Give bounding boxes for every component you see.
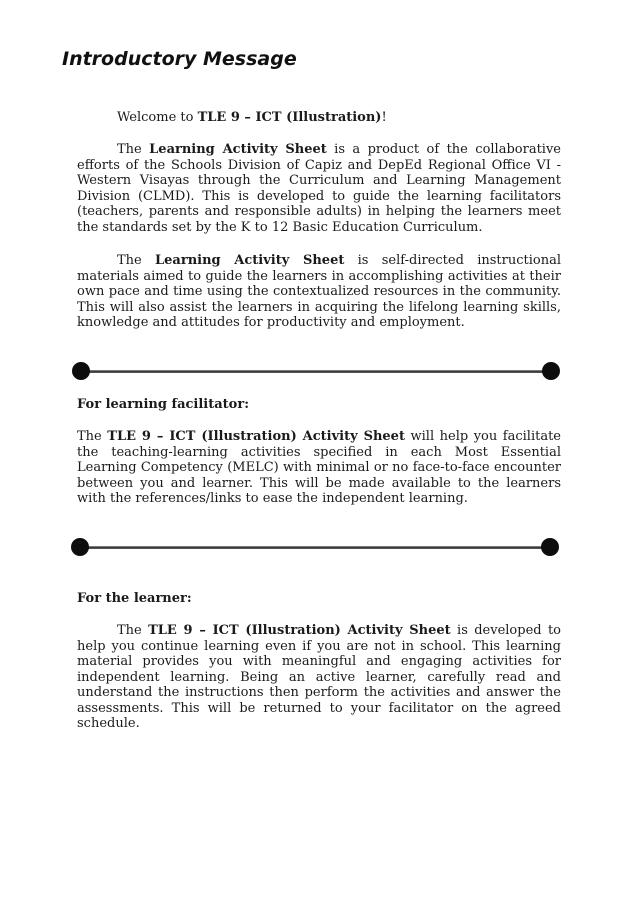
divider-dot-right (541, 538, 559, 556)
para1-bold: Learning Activity Sheet (149, 142, 327, 157)
welcome-prefix: Welcome to (117, 110, 198, 125)
learner-heading: For the learner: (77, 591, 192, 606)
para2-text: is self-directed instructional materials aimed to guide the learners in accomplishing activities at their own pace and time using the contextualized resources in the community. This will also assist the learners in acquiring the lifelong learning skills, knowledge and attitudes for productivity and employment. (77, 253, 561, 330)
divider-dot-left (72, 362, 90, 380)
learner-paragraph (77, 623, 561, 732)
welcome-line (117, 110, 567, 126)
divider-line (80, 370, 552, 373)
section-divider-2 (71, 538, 559, 558)
para1-pre: The (117, 142, 150, 157)
divider-line (79, 546, 551, 549)
facilitator-heading: For learning facilitator: (77, 397, 250, 412)
welcome-suffix: ! (381, 110, 387, 125)
facilitator-pre: The (77, 429, 108, 444)
facilitator-text: will help you facilitate the teaching-learning activities specified in each Most Essential Learning Competency (MELC) with minimal or no face-to-face encounter between you and learner. This will be made available to the learners with the references/links to ease the independent learning. (77, 429, 561, 506)
para2-pre: The (117, 253, 156, 268)
facilitator-bold: TLE 9 – ICT (Illustration) Activity Sheet (107, 429, 405, 444)
learner-pre: The (117, 623, 149, 638)
learner-bold: TLE 9 – ICT (Illustration) Activity Sheet (148, 623, 451, 638)
page-title: Introductory Message (62, 48, 297, 70)
para2-bold: Learning Activity Sheet (155, 253, 345, 268)
intro-paragraph-1 (77, 142, 561, 235)
section-divider-1 (72, 362, 560, 382)
para1-text: is a product of the collaborative efforts of the Schools Division of Capiz and DepEd Regional Office VI - Western Visayas through the Curriculum and Learning Management Division (CLMD). This is developed to guide the learning facilitators (teachers, parents and responsible adults) in helping the learners meet the standards set by the K to 12 Basic Education Curriculum. (77, 142, 561, 235)
divider-dot-left (71, 538, 89, 556)
intro-paragraph-2 (77, 253, 561, 331)
welcome-subject: TLE 9 – ICT (Illustration) (197, 110, 382, 125)
divider-dot-right (542, 362, 560, 380)
learner-text: is developed to help you continue learning even if you are not in school. This learning material provides you with meaningful and engaging activities for independent learning. Being an active learner, carefully read and understand the instructions then perform the activities and answer the assessments. This will be returned to your facilitator on the agreed schedule. (77, 623, 561, 731)
facilitator-paragraph (77, 429, 561, 507)
